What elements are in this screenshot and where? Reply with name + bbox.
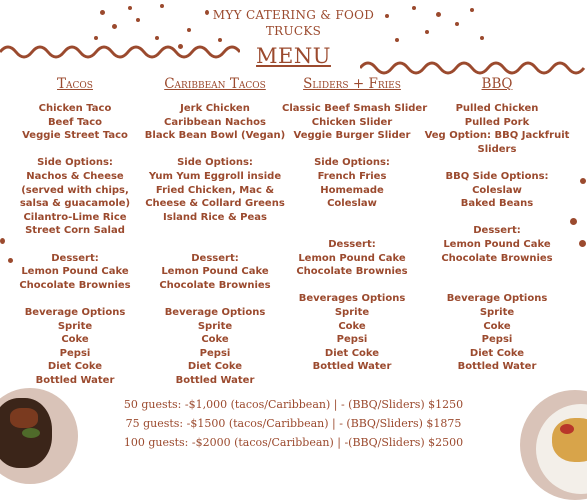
- spacer: [141, 143, 289, 157]
- menu-item: Chocolate Brownies: [441, 252, 553, 264]
- menu-item: Bottled Water: [35, 374, 115, 386]
- menu-item: Bottled Water: [457, 361, 537, 373]
- menu-item: Chicken Slider: [311, 116, 393, 128]
- menu-item: Beverages Options: [298, 293, 406, 305]
- spacer: [7, 143, 143, 157]
- menu-item: Black Bean Bowl (Vegan): [144, 130, 286, 142]
- menu-title: MENU: [256, 44, 331, 68]
- menu-item: Side Options:: [314, 157, 390, 169]
- menu-item: Veggie Burger Slider: [293, 130, 411, 142]
- spacer: [424, 156, 570, 170]
- menu-item: Lemon Pound Cake: [298, 252, 406, 264]
- menu-item: Coke: [61, 334, 89, 346]
- menu-item: Sprite: [57, 320, 93, 332]
- spacer: [424, 211, 570, 225]
- spacer: [141, 224, 289, 238]
- column-items: [282, 102, 428, 374]
- menu-item: Caribbean Nachos: [164, 116, 266, 128]
- spacer: [424, 265, 570, 279]
- spacer: [282, 143, 422, 157]
- spacer: [141, 292, 289, 306]
- business-name-line1: MYY CATERING & FOOD: [212, 8, 375, 22]
- menu-item: Coke: [201, 334, 229, 346]
- menu-item: Coke: [338, 320, 366, 332]
- menu-item: Sprite: [197, 320, 233, 332]
- menu-item: Fried Chicken, Mac &: [155, 184, 275, 196]
- menu-item: Chicken Taco: [38, 103, 112, 114]
- menu-item: Pepsi: [59, 347, 91, 359]
- menu-item: salsa & guacamole): [19, 198, 131, 210]
- menu-item: Pepsi: [481, 334, 513, 346]
- column-items: [141, 102, 289, 387]
- menu-item: Sliders: [477, 143, 517, 155]
- column-heading: BBQ: [481, 76, 513, 92]
- spacer: [141, 238, 289, 252]
- menu-item: Nachos & Cheese: [26, 170, 124, 182]
- spacer: [282, 279, 422, 293]
- menu-item: Baked Beans: [460, 198, 534, 210]
- menu-column-caribbean-tacos: [141, 76, 289, 387]
- menu-item: Classic Beef Smash Slider: [282, 103, 428, 114]
- menu-item: Diet Coke: [324, 347, 380, 359]
- menu-item: Lemon Pound Cake: [443, 238, 551, 250]
- menu-column-bbq: [424, 76, 570, 374]
- spacer: [282, 224, 422, 238]
- menu-item: Dessert:: [473, 225, 521, 237]
- menu-item: Bottled Water: [312, 361, 392, 373]
- menu-item: Pepsi: [336, 334, 368, 346]
- menu-item: Street Corn Salad: [25, 225, 125, 237]
- menu-item: Veggie Street Taco: [22, 130, 128, 142]
- menu-item: Island Rice & Peas: [163, 211, 267, 223]
- spacer: [7, 292, 143, 306]
- menu-item: Side Options:: [177, 157, 253, 169]
- menu-item: Pepsi: [199, 347, 231, 359]
- business-name-line2: TRUCKS: [265, 24, 322, 38]
- menu-item: Cilantro-Lime Rice: [23, 211, 127, 223]
- menu-item: Bottled Water: [175, 374, 255, 386]
- menu-item: Diet Coke: [47, 361, 103, 373]
- menu-column-tacos: [7, 76, 143, 387]
- menu-item: Diet Coke: [469, 347, 525, 359]
- menu-column-sliders-fries: [282, 76, 428, 374]
- spacer: [424, 279, 570, 293]
- menu-item: Sprite: [479, 306, 515, 318]
- pricing-line: 75 guests: -$1500 (tacos/Caribbean) | - (BBQ/Sliders) $1875: [125, 417, 462, 430]
- pricing-line: 100 guests: -$2000 (tacos/Caribbean) | -(BBQ/Sliders) $2500: [123, 436, 464, 449]
- menu-item: Coke: [483, 320, 511, 332]
- menu-item: Chocolate Brownies: [296, 266, 408, 278]
- menu-item: Chocolate Brownies: [159, 279, 271, 291]
- column-heading: Tacos: [57, 76, 93, 92]
- menu-item: Dessert:: [328, 238, 376, 250]
- menu-item: Side Options:: [37, 157, 113, 169]
- column-heading: Sliders + Fries: [303, 76, 401, 92]
- menu-item: Beverage Options: [164, 306, 266, 318]
- menu-item: (served with chips,: [21, 184, 129, 196]
- menu-item: Jerk Chicken: [180, 103, 250, 114]
- pricing-line: 50 guests: -$1,000 (tacos/Caribbean) | - (BBQ/Sliders) $1250: [123, 398, 464, 411]
- menu-item: Pulled Chicken: [455, 103, 539, 114]
- spacer: [282, 211, 422, 225]
- menu-item: Lemon Pound Cake: [161, 266, 269, 278]
- menu-item: French Fries: [317, 170, 387, 182]
- column-items: [7, 102, 143, 387]
- menu-item: Dessert:: [51, 252, 99, 264]
- menu-item: Sprite: [334, 306, 370, 318]
- menu-item: Beverage Options: [446, 293, 548, 305]
- menu-item: Chocolate Brownies: [19, 279, 131, 291]
- spacer: [7, 238, 143, 252]
- menu-item: Yum Yum Eggroll inside: [148, 170, 282, 182]
- menu-item: Cheese & Collard Greens: [145, 198, 285, 210]
- menu-item: Coleslaw: [472, 184, 522, 196]
- column-items: [424, 102, 570, 374]
- menu-item: Dessert:: [191, 252, 239, 264]
- pricing-section: [110, 395, 477, 452]
- menu-item: Pulled Pork: [464, 116, 530, 128]
- menu-item: Lemon Pound Cake: [21, 266, 129, 278]
- menu-item: BBQ Side Options:: [445, 170, 549, 182]
- menu-item: Diet Coke: [187, 361, 243, 373]
- menu-item: Beef Taco: [47, 116, 103, 128]
- menu-item: Homemade: [320, 184, 384, 196]
- menu-item: Beverage Options: [24, 306, 126, 318]
- menu-item: Coleslaw: [327, 198, 377, 210]
- menu-item: Veg Option: BBQ Jackfruit: [424, 130, 570, 142]
- column-heading: Caribbean Tacos: [164, 76, 266, 92]
